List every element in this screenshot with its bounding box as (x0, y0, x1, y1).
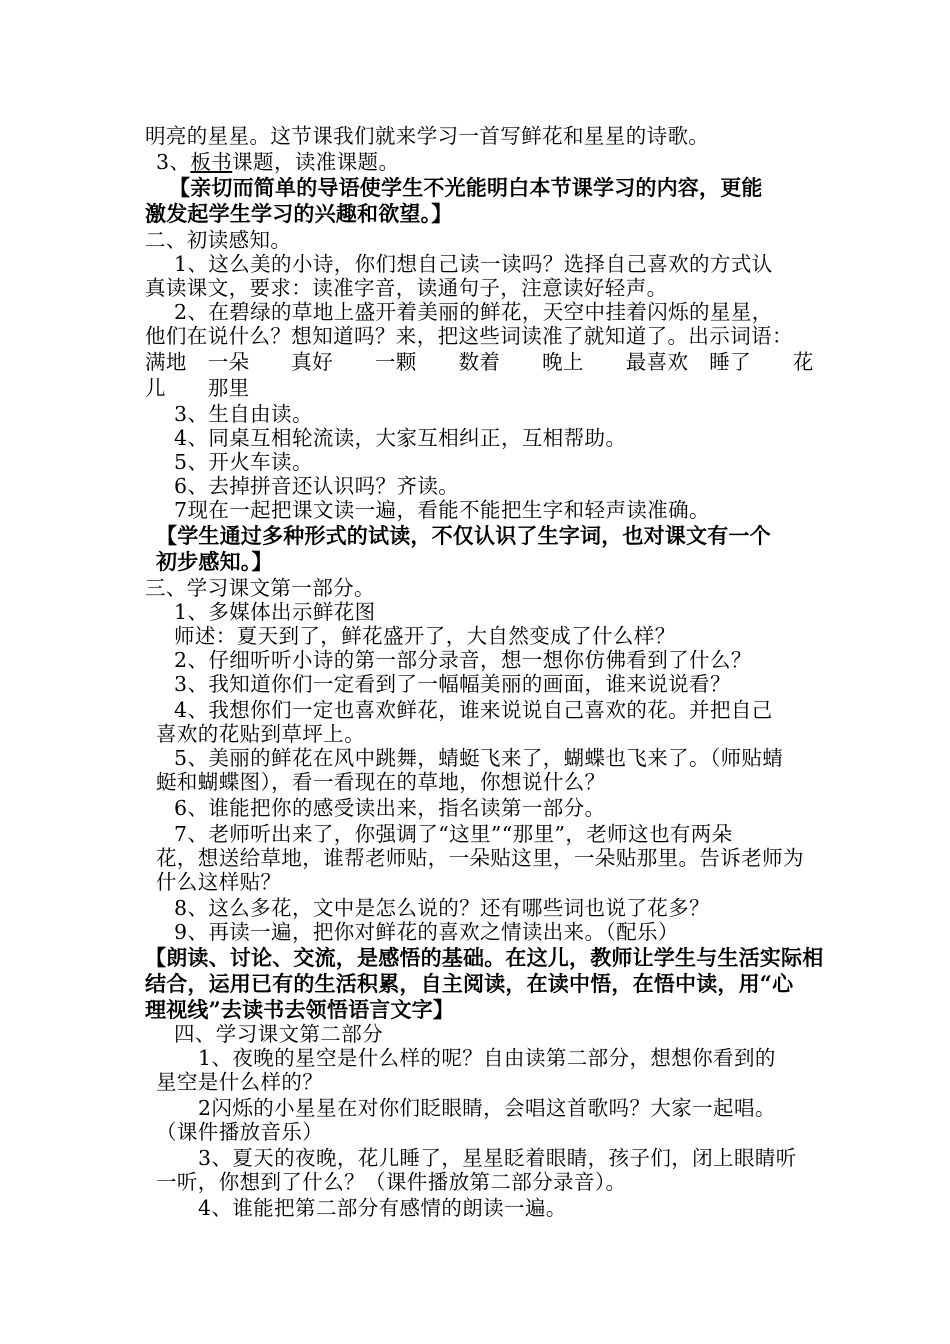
text-line: 4、我想你们一定也喜欢鲜花，谁来说说自己喜欢的花。并把自己 (174, 698, 773, 722)
text-line: 2闪烁的小星星在对你们眨眼睛，会唱这首歌吗？大家一起唱。 (198, 1096, 776, 1120)
text-line: 1、夜晚的星空是什么样的呢？自由读第二部分，想想你看到的 (198, 1046, 776, 1070)
text-line: 9、再读一遍，把你对鲜花的喜欢之情读出来。（配乐） (174, 920, 679, 944)
text-line: 2、在碧绿的草地上盛开着美丽的鲜花，天空中挂着闪烁的星星， (174, 300, 773, 324)
text-line: 4、谁能把第二部分有感情的朗读一遍。 (198, 1196, 567, 1220)
text-line: 星空是什么样的？ (156, 1070, 324, 1094)
text-line: 7、老师听出来了，你强调了“这里”“那里”，老师这也有两朵 (174, 822, 733, 846)
annotation-line: 激发起学生学习的兴趣和欲望。】 (145, 201, 453, 226)
text-line: 3、生自由读。 (174, 402, 313, 426)
text-line: 一听，你想到了什么？（课件播放第二部分录音）。 (156, 1170, 627, 1194)
text-line: 7现在一起把课文读一遍，看能不能把生字和轻声读准确。 (174, 498, 710, 522)
text-line: 5、开火车读。 (174, 450, 313, 474)
text-line: 师述：夏天到了，鲜花盛开了，大自然变成了什么样？ (174, 624, 676, 648)
text-line: 3、我知道你们一定看到了一幅幅美丽的画面，谁来说说看？ (174, 672, 731, 696)
text-line: 6、去掉拼音还认识吗？齐读。 (174, 474, 460, 498)
text-line: 4、同桌互相轮流读，大家互相纠正，互相帮助。 (174, 426, 627, 450)
section-heading: 三、学习课文第一部分。 (145, 576, 375, 600)
annotation-line: 初步感知。】 (156, 549, 273, 574)
annotation-line: 【亲切而简单的导语使学生不光能明白本节课学习的内容，更能 (169, 175, 763, 200)
annotation-line: 【学生通过多种形式的试读，不仅认识了生字词，也对课文有一个 (156, 523, 771, 548)
word-list: 儿 那里 (145, 376, 250, 400)
text-line: 5、美丽的鲜花在风中跳舞，蜻蜓飞来了，蝴蝶也飞来了。（师贴蜻 (174, 746, 784, 770)
text-line: 3、板书课题，读准课题。 (156, 150, 400, 174)
text-line: 1、这么美的小诗，你们想自己读一读吗？选择自己喜欢的方式认 (174, 252, 773, 276)
text-line: 花，想送给草地，谁帮老师贴，一朵贴这里，一朵贴那里。告诉老师为 (156, 846, 804, 870)
text-line: 2、仔细听听小诗的第一部分录音，想一想你仿佛看到了什么？ (174, 648, 752, 672)
text-line: 什么这样贴？ (156, 870, 282, 894)
text-line: 蜓和蝴蝶图），看一看现在的草地，你想说什么？ (156, 770, 606, 794)
section-heading: 四、学习课文第二部分 (174, 1022, 383, 1046)
text-line: （课件播放音乐） (156, 1120, 324, 1144)
underlined-text: 板书 (190, 150, 233, 174)
text-line: 6、谁能把你的感受读出来，指名读第一部分。 (174, 796, 606, 820)
annotation-line: 理视线”去读书去领悟语言文字】 (145, 997, 455, 1022)
word-list: 满地 一朵 真好 一颗 数着 晚上 最喜欢 睡了 花 (145, 350, 814, 374)
text-line: 8、这么多花，文中是怎么说的？还有哪些词也说了花多？ (174, 896, 710, 920)
text-line: 3、夏天的夜晚，花儿睡了，星星眨着眼睛，孩子们，闭上眼睛听 (198, 1146, 797, 1170)
annotation-line: 【朗读、讨论、交流，是感悟的基础。在这儿，教师让学生与生活实际相 (145, 945, 824, 970)
text-line: 他们在说什么？想知道吗？来，把这些词读准了就知道了。出示词语： (145, 324, 793, 348)
section-heading: 二、初读感知。 (145, 228, 292, 252)
text-line: 1、多媒体出示鲜花图 (174, 600, 376, 624)
text-line: 真读课文，要求：读准字音，读通句子，注意读好轻声。 (145, 276, 668, 300)
text-line: 喜欢的花贴到草坪上。 (156, 722, 365, 746)
text-line: 明亮的星星。这节课我们就来学习一首写鲜花和星星的诗歌。 (145, 124, 710, 148)
annotation-line: 结合，运用已有的生活积累，自主阅读，在读中悟，在悟中读，用“心 (145, 971, 794, 996)
